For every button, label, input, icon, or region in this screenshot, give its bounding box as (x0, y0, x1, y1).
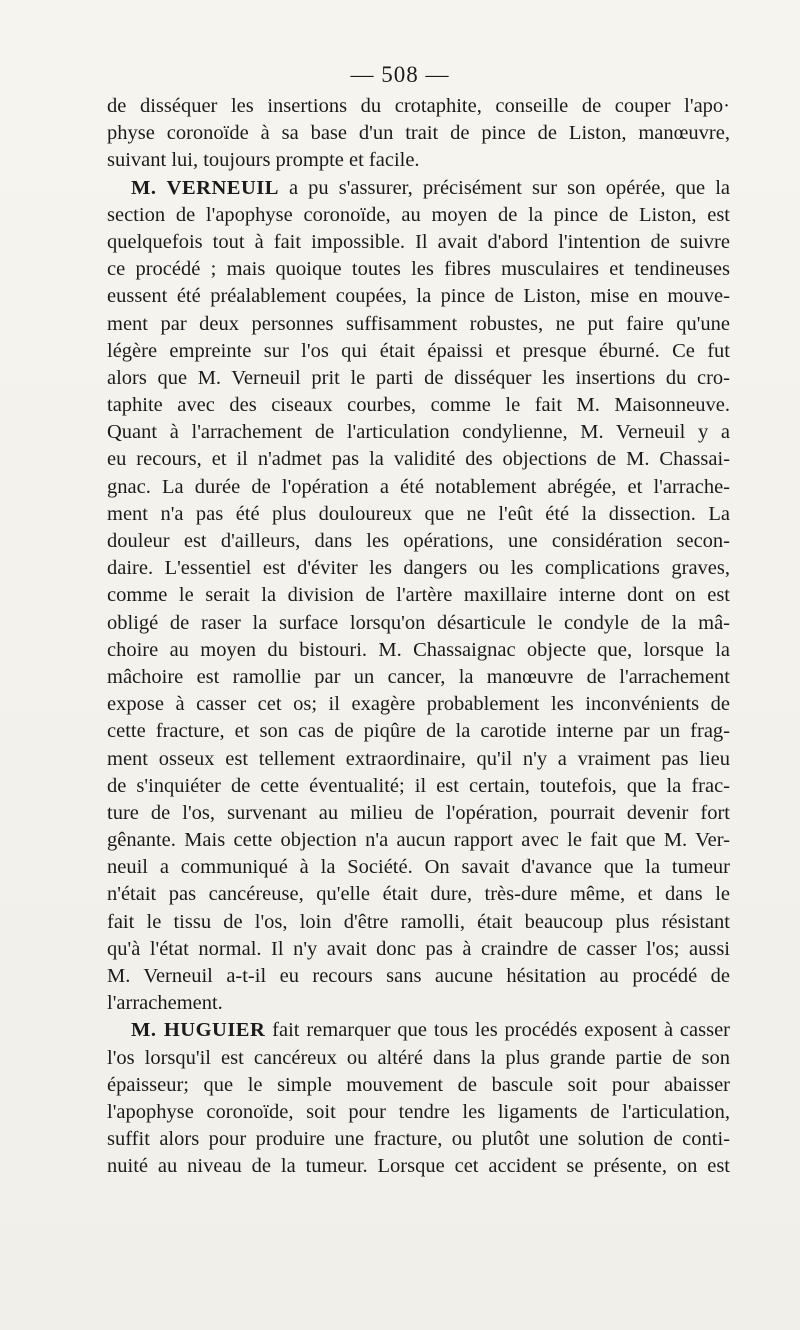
text-line: comme le serait la division de l'artère maxillaire interne dont on est (107, 584, 730, 607)
text-line: quelquefois tout à fait impossible. Il avait d'abord l'intention de suivre (107, 230, 730, 253)
text-line: daire. L'essentiel est d'éviter les dangers ou les complications graves, (107, 557, 730, 580)
text-line: de disséquer les insertions du crotaphite, conseille de couper l'apo· (107, 95, 730, 117)
text-line: de s'inquiéter de cette éventualité; il est certain, toutefois, que la frac- (107, 774, 730, 797)
text-line: choire au moyen du bistouri. M. Chassaignac objecte que, lorsque la (107, 638, 730, 661)
paragraph-huguier (107, 1017, 730, 1180)
text-line: expose à casser cet os; il exagère probablement les inconvénients de (107, 693, 730, 716)
text-line: l'apophyse coronoïde, soit pour tendre les ligaments de l'articulation, (107, 1100, 730, 1123)
text-line: mâchoire est ramollie par un cancer, la manœuvre de l'arrachement (107, 665, 730, 688)
text-line: taphite avec des ciseaux courbes, comme le fait M. Maisonneuve. (107, 394, 730, 417)
text-line (107, 1017, 730, 1044)
text-line: nuité au niveau de la tumeur. Lorsque cet accident se présente, on est (107, 1155, 730, 1178)
text-line: M. Verneuil a-t-il eu recours sans aucune hésitation au procédé de (107, 965, 730, 987)
text-line: épaisseur; que le simple mouvement de bascule soit pour abaisser (107, 1073, 730, 1096)
text-line: gênante. Mais cette objection n'a aucun rapport avec le fait que M. Ver- (107, 829, 730, 852)
text-line: eussent été préalablement coupées, la pince de Liston, mise en mouve- (107, 285, 730, 308)
text-line: cette fracture, et son cas de piqûre de la carotide interne par un frag- (107, 720, 730, 743)
text-line: Quant à l'arrachement de l'articulation condylienne, M. Verneuil y a (107, 421, 730, 444)
page-number: — 508 — (350, 62, 450, 87)
paragraph-verneuil (107, 175, 730, 1018)
text-line: légère empreinte sur l'os qui était épaissi et presque éburné. Ce fut (107, 339, 730, 362)
text-line (107, 175, 730, 202)
text-line: physe coronoïde à sa base d'un trait de pince de Liston, manœuvre, (107, 122, 730, 145)
text-line: fait le tissu de l'os, loin d'être ramolli, était beaucoup plus résistant (107, 910, 730, 933)
text-line: l'os lorsqu'il est cancéreux ou altéré dans la plus grande partie de son (107, 1046, 730, 1069)
text-line: section de l'apophyse coronoïde, au moyen de la pince de Liston, est (107, 203, 730, 226)
text-line: ment osseux est tellement extraordinaire, qu'il n'y a vraiment pas lieu (107, 747, 730, 770)
text-run: a pu s'assurer, précisément sur son opérée, que la (289, 176, 730, 199)
text-line: ment par deux personnes suffisamment robustes, ne put faire qu'une (107, 312, 730, 335)
text-line: obligé de raser la surface lorsqu'on désarticule le condyle de la mâ- (107, 611, 730, 634)
text-line: ment n'a pas été plus douloureux que ne l'eût été la dissection. La (107, 502, 730, 525)
speaker-name: M. HUGUIER (131, 1019, 266, 1042)
text-line: alors que M. Verneuil prit le parti de disséquer les insertions du cro- (107, 366, 730, 389)
text-line: suivant lui, toujours prompte et facile. (107, 149, 420, 172)
text-line: suffit alors pour produire une fracture, ou plutôt une solution de conti- (107, 1128, 730, 1151)
text-line: eu recours, et il n'admet pas la validité des objections de M. Chassai- (107, 448, 730, 471)
text-line: gnac. La durée de l'opération a été notablement abrégée, et l'arrache- (107, 475, 730, 498)
text-line: n'était pas cancéreuse, qu'elle était dure, très-dure même, et dans le (107, 883, 730, 906)
text-line: ce procédé ; mais quoique toutes les fibres musculaires et tendineuses (107, 258, 730, 281)
text-line: qu'à l'état normal. Il n'y avait donc pas à craindre de casser l'os; aussi (107, 937, 730, 960)
text-line: neuil a communiqué à la Société. On savait d'avance que la tumeur (107, 856, 730, 879)
body-text (107, 93, 730, 1181)
paragraph-1 (107, 93, 730, 175)
text-line: l'arrachement. (107, 992, 223, 1015)
speaker-name: M. VERNEUIL (131, 176, 279, 199)
text-line: douleur est d'ailleurs, dans les opérations, une considération secon- (107, 530, 730, 552)
text-run: fait remarquer que tous les procédés exposent à casser (272, 1019, 730, 1042)
text-line: ture de l'os, survenant au milieu de l'opération, pourrait devenir fort (107, 801, 730, 824)
